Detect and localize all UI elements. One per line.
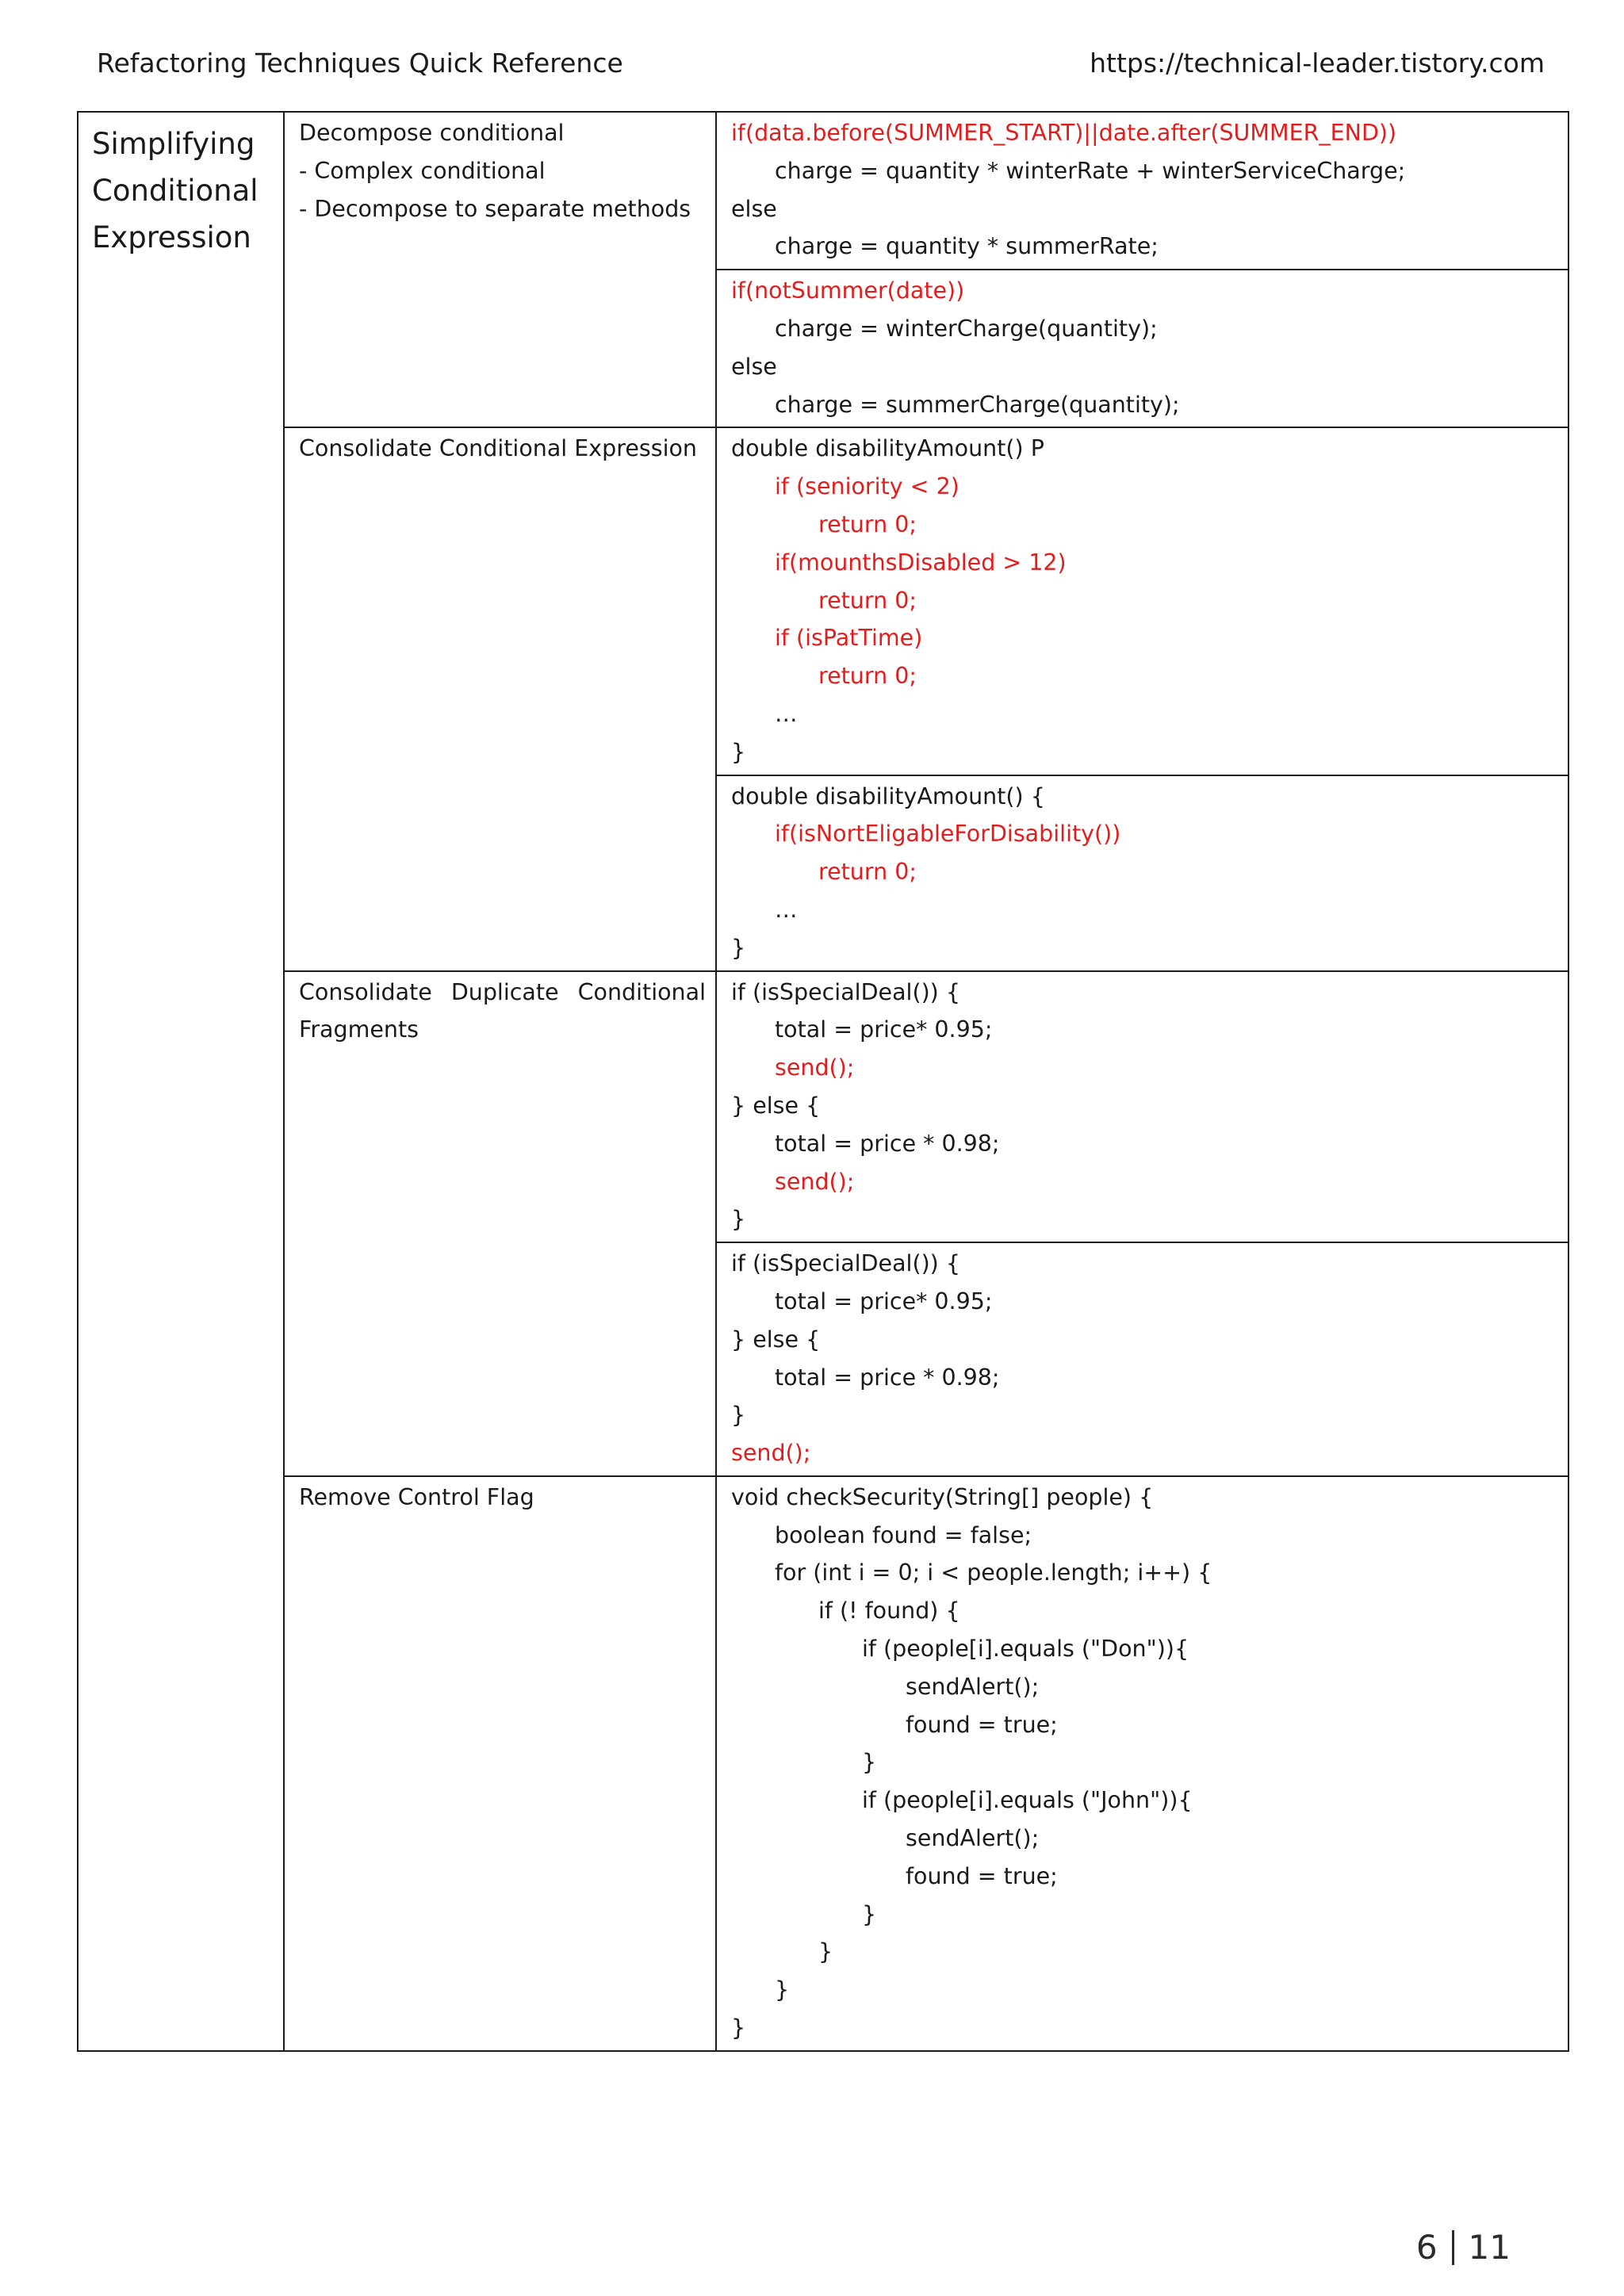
code-line: if (isSpecialDeal()) { <box>731 978 960 1005</box>
table-row <box>78 112 1568 270</box>
code-line: } else { <box>731 1326 821 1353</box>
code-line: sendAlert(); <box>906 1673 1040 1700</box>
code-line: if(mounthsDisabled > 12) <box>775 549 1067 576</box>
technique-word: Conditional <box>577 978 706 1005</box>
code-line: if (seniority < 2) <box>775 473 959 500</box>
after-code-cell <box>716 1242 1568 1476</box>
refactoring-table <box>77 111 1569 2052</box>
technique-name <box>285 972 715 1050</box>
code-line: } <box>731 738 746 765</box>
technique-name <box>285 113 715 228</box>
code-block <box>717 270 1568 427</box>
before-code-cell <box>716 112 1568 270</box>
code-line: if(isNortEligableForDisability()) <box>775 821 1121 848</box>
code-line: … <box>775 700 798 727</box>
code-line: return 0; <box>818 587 917 614</box>
technique-line: Remove Control Flag <box>299 1483 534 1510</box>
code-line: } <box>731 1402 746 1429</box>
code-line: } else { <box>731 1092 821 1119</box>
code-line: total = price * 0.98; <box>775 1364 1000 1391</box>
code-block <box>717 428 1568 774</box>
code-line: if (people[i].equals ("Don")){ <box>862 1636 1189 1663</box>
technique-cell <box>284 112 716 427</box>
document-title: Refactoring Techniques Quick Reference <box>97 48 623 78</box>
code-line: total = price* 0.95; <box>775 1288 993 1314</box>
code-line: total = price * 0.98; <box>775 1130 1000 1157</box>
technique-line: Fragments <box>299 1016 419 1043</box>
code-line: for (int i = 0; i < people.length; i++) { <box>775 1559 1212 1586</box>
page-separator <box>1452 2230 1454 2265</box>
code-line: total = price* 0.95; <box>775 1016 993 1043</box>
code-block <box>717 1477 1568 2050</box>
code-block <box>717 972 1568 1242</box>
code-line: void checkSecurity(String[] people) { <box>731 1483 1154 1510</box>
technique-line: Decompose conditional <box>299 120 565 146</box>
page-number <box>1416 2226 1511 2269</box>
total-pages: 11 <box>1468 2228 1511 2267</box>
technique-line: Consolidate Conditional Expression <box>299 435 697 462</box>
code-line: charge = quantity * winterRate + winterServiceCharge; <box>775 157 1406 184</box>
code-line: if(data.before(SUMMER_START)||date.after(SUMMER_END)) <box>731 120 1397 146</box>
code-block <box>717 776 1568 970</box>
code-block <box>717 1243 1568 1475</box>
technique-word: Consolidate <box>299 978 432 1005</box>
technique-line: - Complex conditional <box>299 157 546 184</box>
category-line: Expression <box>92 220 251 254</box>
technique-cell <box>284 427 716 970</box>
table-row <box>78 1476 1568 2051</box>
code-line: sendAlert(); <box>906 1825 1040 1852</box>
code-line: } <box>862 1749 877 1776</box>
code-line: else <box>731 353 777 380</box>
code-line: return 0; <box>818 511 917 538</box>
code-line: if(notSummer(date)) <box>731 277 965 304</box>
code-line: found = true; <box>906 1862 1058 1889</box>
code-line: double disabilityAmount() { <box>731 783 1045 809</box>
code-line: found = true; <box>906 1711 1058 1738</box>
technique-word: Duplicate <box>450 978 559 1005</box>
category-label <box>79 113 283 261</box>
category-cell <box>78 112 284 2051</box>
code-line: if (! found) { <box>818 1598 960 1624</box>
before-code-cell <box>716 1476 1568 2051</box>
code-line: charge = quantity * summerRate; <box>775 233 1159 260</box>
before-code-cell <box>716 427 1568 775</box>
code-line: if (isSpecialDeal()) { <box>731 1250 960 1277</box>
code-line: } <box>775 1976 790 2003</box>
code-line: boolean found = false; <box>775 1521 1032 1548</box>
code-line: } <box>731 2015 746 2042</box>
code-line: if (people[i].equals ("John")){ <box>862 1787 1193 1814</box>
before-code-cell <box>716 971 1568 1243</box>
code-line: send(); <box>775 1054 855 1081</box>
code-line: charge = winterCharge(quantity); <box>775 315 1158 342</box>
code-block <box>717 113 1568 269</box>
code-line: send(); <box>775 1168 855 1195</box>
current-page: 6 <box>1415 2228 1438 2267</box>
technique-line <box>299 974 706 1012</box>
code-line: } <box>818 1938 833 1965</box>
code-line: else <box>731 195 777 222</box>
after-code-cell <box>716 775 1568 971</box>
code-line: send(); <box>731 1440 811 1467</box>
technique-name <box>285 1477 715 1517</box>
code-line: return 0; <box>818 663 917 690</box>
category-line: Conditional <box>92 174 259 208</box>
table-row <box>78 427 1568 775</box>
technique-name <box>285 428 715 468</box>
code-line: charge = summerCharge(quantity); <box>775 391 1180 418</box>
category-line: Simplifying <box>92 127 255 161</box>
code-line: return 0; <box>818 859 917 886</box>
code-line: double disabilityAmount() P <box>731 435 1044 462</box>
after-code-cell <box>716 270 1568 427</box>
code-line: … <box>775 896 798 923</box>
code-line: if (isPatTime) <box>775 625 923 652</box>
code-line: } <box>731 934 746 961</box>
table-row <box>78 971 1568 1243</box>
header-url: https://technical-leader.tistory.com <box>1090 48 1545 78</box>
technique-line: - Decompose to separate methods <box>299 195 691 222</box>
code-line: } <box>862 1900 877 1927</box>
technique-cell <box>284 1476 716 2051</box>
code-line: } <box>731 1206 746 1233</box>
technique-cell <box>284 971 716 1476</box>
